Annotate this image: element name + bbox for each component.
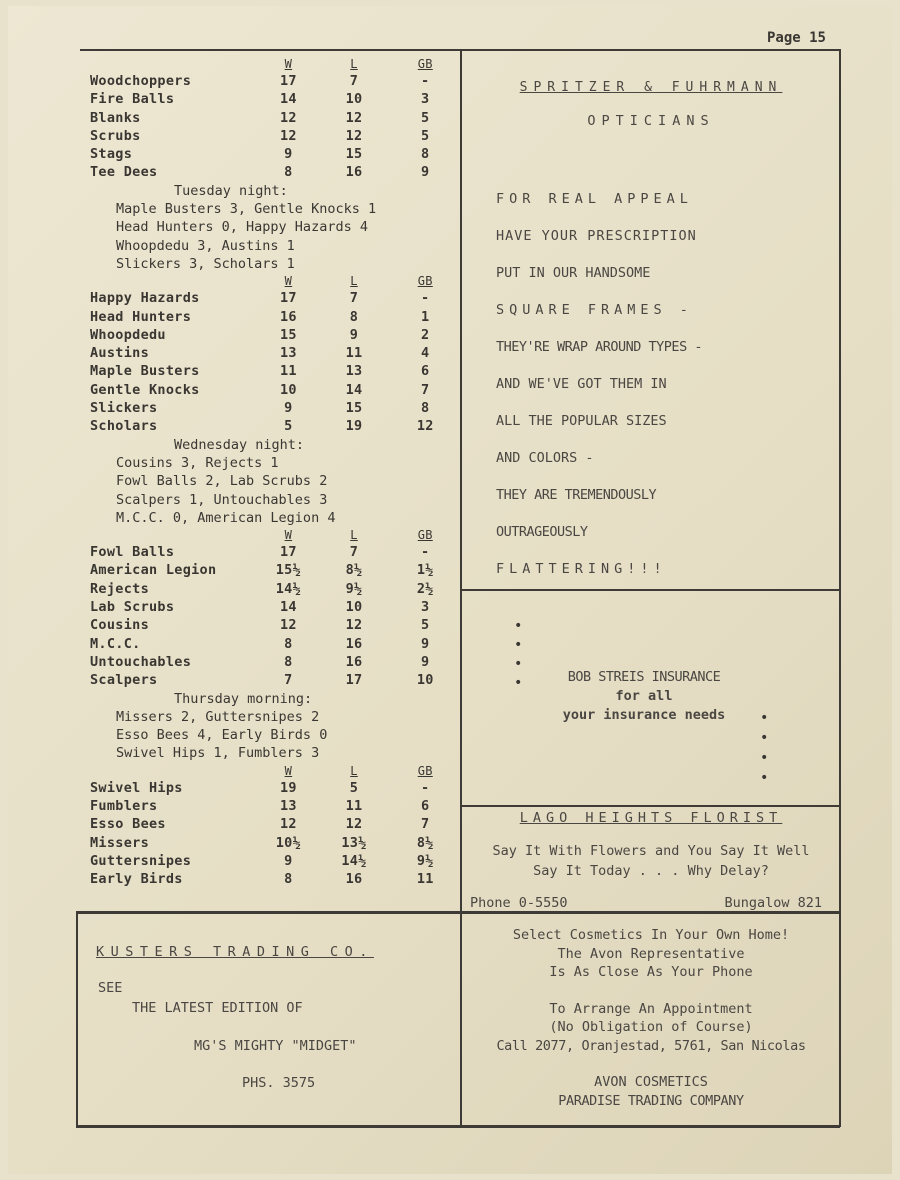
bullet-icon: • [514,675,523,691]
insurance-divider [462,805,840,807]
result-line: Slickers 3, Scholars 1 [116,255,295,272]
bullet-icon: • [514,637,523,653]
table-row: Gentle Knocks 10 14 7 [90,381,430,398]
result-line: M.C.C. 0, American Legion 4 [116,509,336,526]
kusters-name: KUSTERS TRADING CO. [96,944,374,960]
col-l: L [350,528,358,543]
header-row [84,527,459,543]
results-heading: Wednesday night: [174,436,305,453]
result-line: Esso Bees 4, Early Birds 0 [116,727,328,744]
bullet-icon: • [760,730,769,746]
avon-line: PARADISE TRADING COMPANY [558,1092,744,1109]
ad-line: PUT IN OUR HANDSOME [496,265,651,281]
standings-table-3 [84,527,459,689]
table-row: Whoopdedu 15 9 2 [90,326,430,343]
table-row: Slickers 9 15 8 [90,400,430,417]
ad-line: THEY ARE TREMENDOUSLY [496,487,657,503]
result-line: Missers 2, Guttersnipes 2 [116,708,320,725]
result-line: Maple Busters 3, Gentle Knocks 1 [116,201,377,218]
florist-line: Say It With Flowers and You Say It Well [492,843,810,859]
table-row: Untouchables 8 16 9 [90,653,430,670]
table-row: Lab Scrubs 14 10 3 [90,599,430,616]
avon-line: (No Obligation of Course) [549,1019,753,1035]
table-row: Woodchoppers 17 7 - [90,73,430,89]
florist-contact [464,893,838,913]
wednesday-results [84,436,459,527]
table-row: Maple Busters 11 13 6 [90,363,430,380]
table-row: Blanks 12 12 5 [90,109,430,126]
col-gb: GB [417,57,433,71]
col-l: L [350,763,358,778]
ad-line: AND WE'VE GOT THEM IN [496,376,667,392]
ad-line: ALL THE POPULAR SIZES [496,413,667,429]
table-row: Fumblers 13 11 6 [90,797,430,814]
insurance-ad [534,668,754,725]
header-row [84,763,459,779]
table-row: M.C.C. 8 16 9 [90,635,430,652]
florist-phone: Phone 0-5550 [470,895,568,911]
ad-line: OUTRAGEOUSLY [496,524,588,540]
table-row: Guttersnipes 9 14½ 9½ [90,852,434,869]
bowling-standings [84,56,459,888]
ad-line: AND COLORS - [496,450,594,466]
result-line: Cousins 3, Rejects 1 [116,454,279,471]
col-l: L [350,274,358,289]
ad-line: SQUARE FRAMES - [496,302,693,318]
insurance-line: your insurance needs [562,707,726,723]
bottom-rule [76,1125,840,1128]
table-row: Cousins 12 12 5 [90,617,430,634]
table-row: Esso Bees 12 12 7 [90,816,430,833]
col-w: W [284,57,293,71]
avon-line: AVON COSMETICS [594,1074,708,1090]
kusters-see: SEE [98,980,123,996]
bullet-icon: • [514,618,523,634]
ad-line: FOR REAL APPEAL [496,191,693,207]
thursday-results [84,690,459,763]
bullet-icon: • [760,750,769,766]
table-row: Head Hunters 16 8 1 [90,308,430,325]
result-line: Head Hunters 0, Happy Hazards 4 [116,219,368,236]
header-row [84,56,459,72]
col-gb: GB [417,528,433,543]
result-line: Fowl Balls 2, Lab Scrubs 2 [116,473,328,490]
table-row: Happy Hazards 17 7 - [90,290,430,307]
avon-line: Is As Close As Your Phone [549,964,753,980]
opticians-name: SPRITZER & FUHRMANN [519,80,783,95]
kusters-line: MG'S MIGHTY "MIDGET" [194,1038,357,1054]
table-row: Tee Dees 8 16 9 [90,164,430,181]
col-gb: GB [417,763,433,778]
table-row: Fire Balls 14 10 3 [90,91,430,108]
tuesday-results [84,182,459,273]
avon-line: The Avon Representative [557,945,745,962]
table-row: Rejects 14½ 9½ 2½ [90,580,434,597]
avon-line: To Arrange An Appointment [549,1000,753,1017]
kusters-ad [78,914,460,1124]
ad-line: THEY'RE WRAP AROUND TYPES - [496,339,702,355]
insurance-line: for all [615,688,673,704]
table-row: Scrubs 12 12 5 [90,127,430,144]
table-row: Swivel Hips 19 5 - [90,779,430,796]
florist-bungalow: Bungalow 821 [724,895,822,911]
col-gb: GB [417,274,433,289]
avon-line: Call 2077, Oranjestad, 5761, San Nicolas [496,1037,806,1054]
bullet-icon: • [760,770,769,786]
col-w: W [284,528,293,543]
table-row: Scalpers 7 17 10 [90,672,434,689]
ad-line: FLATTERING!!! [496,561,667,577]
col-l: L [350,57,358,71]
insurance-line: BOB STREIS INSURANCE [567,669,721,685]
opticians-subtitle: OPTICIANS [587,113,715,129]
table-row: Missers 10½ 13½ 8½ [90,834,434,851]
avon-line: Select Cosmetics In Your Own Home! [512,927,790,943]
kusters-phone: PHS. 3575 [242,1075,316,1091]
ad-line: HAVE YOUR PRESCRIPTION [496,228,697,244]
results-heading: Tuesday night: [174,182,288,199]
result-line: Scalpers 1, Untouchables 3 [116,491,328,508]
florist-line: Say It Today . . . Why Delay? [533,863,769,879]
col-w: W [284,274,293,289]
table-row: Austins 13 11 4 [90,345,430,362]
result-line: Swivel Hips 1, Fumblers 3 [116,745,320,762]
standings-table-1 [84,56,459,182]
standings-table-2 [84,273,459,435]
opticians-copy [496,191,702,598]
table-row: Early Birds 8 16 11 [90,871,434,888]
page-number: Page 15 [766,30,826,46]
table-row: Stags 9 15 8 [90,146,430,163]
kusters-line: THE LATEST EDITION OF [132,1000,303,1016]
result-line: Whoopdedu 3, Austins 1 [116,237,295,254]
bullet-icon: • [514,656,523,672]
opticians-ad [462,80,840,129]
table-row: Fowl Balls 17 7 - [90,544,430,561]
standings-table-4 [84,763,459,889]
col-w: W [284,763,293,778]
table-row: American Legion 15½ 8½ 1½ [90,562,434,579]
florist-ad [464,808,838,913]
results-heading: Thursday morning: [174,690,313,707]
florist-name: LAGO HEIGHTS FLORIST [519,810,783,826]
table-row: Scholars 5 19 12 [90,418,434,435]
avon-ad [462,926,840,1110]
header-row [84,273,459,289]
bullet-icon: • [760,710,769,726]
